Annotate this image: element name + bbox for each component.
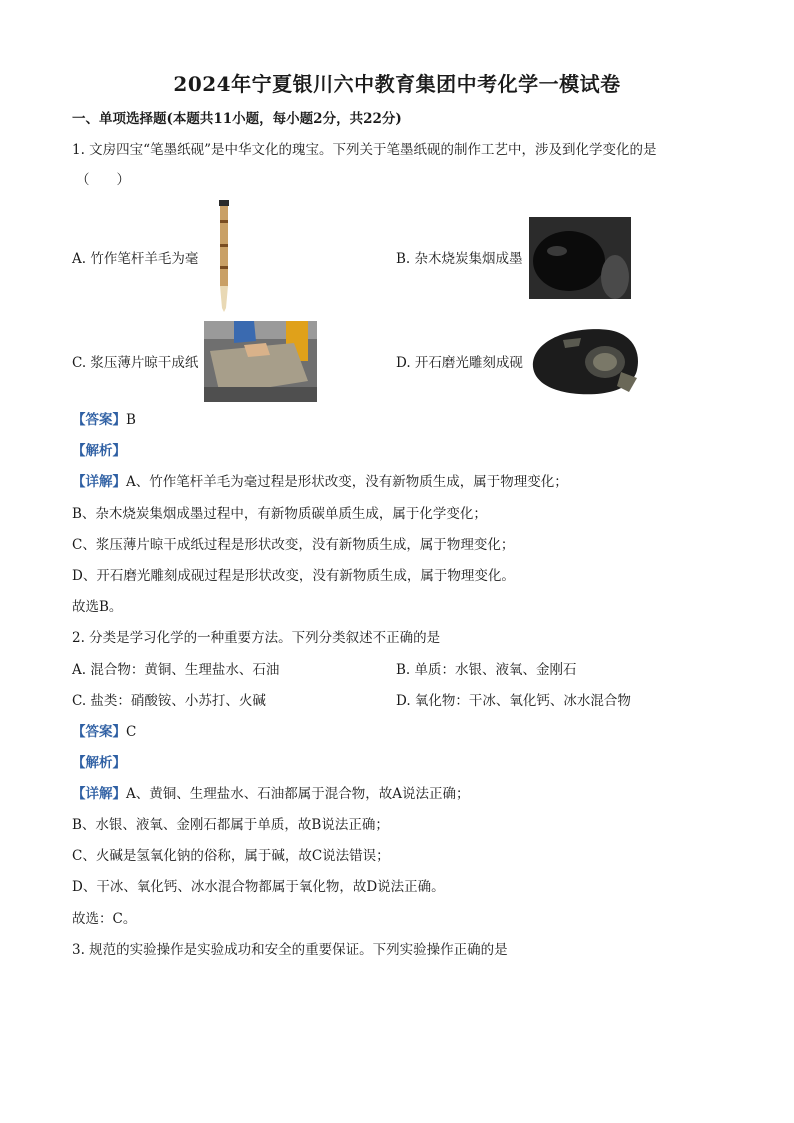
- q1-paren: （ ）: [76, 172, 130, 188]
- q1-option-d: D. 开石磨光雕刻成砚: [396, 355, 523, 371]
- q1-detail-0: [72, 473, 568, 491]
- q2-detail-1: B、水银、液氧、金刚石都属于单质，故B说法正确；: [72, 817, 389, 833]
- q2-option-d: D. 氧化物：干冰、氧化钙、冰水混合物: [396, 693, 631, 709]
- q2-option-a: A. 混合物：黄铜、生理盐水、石油: [72, 662, 280, 678]
- detail-text: A、黄铜、生理盐水、石油都属于混合物，故A说法正确；: [126, 786, 470, 802]
- q1-analysis-tag: 【解析】: [72, 443, 126, 459]
- q2-analysis-tag: 【解析】: [72, 755, 126, 771]
- detail-tag: 【详解】: [72, 786, 126, 802]
- q1-detail-3: D、开石磨光雕刻成砚过程是形状改变，没有新物质生成，属于物理变化。: [72, 568, 515, 584]
- q1-answer: [72, 411, 136, 429]
- answer-value: B: [126, 412, 136, 428]
- q1-option-a: A. 竹作笔杆羊毛为毫: [72, 251, 199, 267]
- q1-conclusion: 故选B。: [72, 599, 123, 615]
- q2-answer: [72, 723, 136, 741]
- q1-option-c: C. 浆压薄片晾干成纸: [72, 355, 199, 371]
- q2-conclusion: 故选：C。: [72, 911, 137, 927]
- q1-detail-1: B、杂木烧炭集烟成墨过程中，有新物质碳单质生成，属于化学变化；: [72, 506, 487, 522]
- inkstone-image: [529, 322, 644, 400]
- detail-tag: 【详解】: [72, 474, 126, 490]
- q2-stem: 2. 分类是学习化学的一种重要方法。下列分类叙述不正确的是: [72, 630, 441, 646]
- q2-detail-3: D、干冰、氧化钙、冰水混合物都属于氧化物，故D说法正确。: [72, 879, 445, 895]
- answer-tag: 【答案】: [72, 724, 126, 740]
- q2-option-b: B. 单质：水银、液氧、金刚石: [396, 662, 577, 678]
- q3-stem: 3. 规范的实验操作是实验成功和安全的重要保证。下列实验操作正确的是: [72, 942, 508, 958]
- q1-detail-2: C、浆压薄片晾干成纸过程是形状改变，没有新物质生成，属于物理变化；: [72, 537, 515, 553]
- q1-stem: 1. 文房四宝“笔墨纸砚”是中华文化的瑰宝。下列关于笔墨纸砚的制作工艺中，涉及到化学变化的是: [72, 142, 657, 158]
- answer-tag: 【答案】: [72, 412, 126, 428]
- q2-detail-2: C、火碱是氢氧化钠的俗称，属于碱，故C说法错误；: [72, 848, 390, 864]
- paper-image: [204, 321, 317, 402]
- answer-value: C: [126, 724, 137, 740]
- detail-text: A、竹作笔杆羊毛为毫过程是形状改变，没有新物质生成，属于物理变化；: [126, 474, 568, 490]
- q1-option-b: B. 杂木烧炭集烟成墨: [396, 251, 523, 267]
- q2-option-c: C. 盐类：硝酸铵、小苏打、火碱: [72, 693, 266, 709]
- page-title: 2024年宁夏银川六中教育集团中考化学一模试卷: [173, 72, 621, 96]
- q2-detail-0: [72, 785, 470, 803]
- section-heading: 一、单项选择题(本题共11小题，每小题2分，共22分): [72, 111, 402, 127]
- ink-image: [529, 217, 631, 299]
- brush-image: [207, 200, 243, 314]
